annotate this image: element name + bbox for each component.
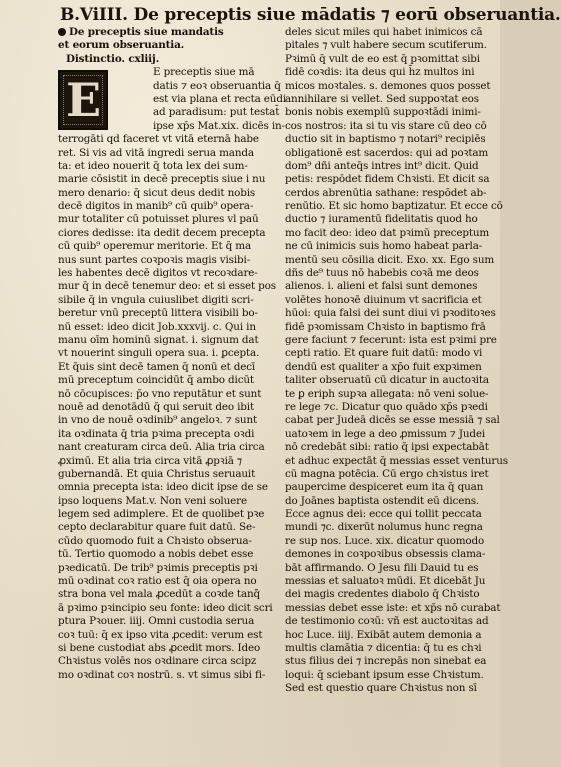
text-line: fidē coꝛdis: ita deus qui h̄z multos ini xyxy=(285,66,475,79)
text-line: ta: et ideo nouerit q̄ tota lex dei sum- xyxy=(58,159,248,172)
text-line: cabat per Judeā dicēs se esse messiā ⁊ sal xyxy=(285,414,500,427)
text-line: legem sed adimplere. Et de quolibet pꝛe xyxy=(58,508,265,521)
text-line: mo oꝛdinat coꝛ nostrū. s. vt simus sibi fi- xyxy=(58,668,266,681)
text-line: cepto declarabitur quare fuit datū. Se- xyxy=(58,521,256,534)
running-head: B.ViIII. De preceptis siue mādatis ⁊ eorū obseruantia. xyxy=(60,5,561,25)
text-line: do Joānes baptista ostendit eū dicens. xyxy=(285,494,480,507)
right-column xyxy=(285,26,508,761)
text-line: tū. Tertio quomodo a nobis debet esse xyxy=(58,548,254,561)
text-line: ita oꝛdinata q̄ tria pꝛima precepta oꝛdi xyxy=(58,427,255,440)
text-line: uatoꝛem in lege a deo ꝓmissum ⁊ Judei xyxy=(285,427,486,440)
text-line: stra bona vel mala ꝓcedūt a coꝛde tanq̄̄ xyxy=(58,588,261,601)
text-line: obligationē est sacerdos: qui ad poꝛtam xyxy=(285,146,489,159)
text-line: loqui: q̄ sciebant ipsum esse Chꝛistum. xyxy=(285,668,484,681)
distinctio-label: Distinctio. cxliij. xyxy=(66,52,160,65)
text-line: re lege ⁊c. Dicatur quo quādo xp̄s pꝛedi xyxy=(285,400,488,413)
text-line: de testimonio coꝛū: vñ est auctoꝛitas ad xyxy=(285,615,489,628)
text-line: ad paradisum: put testat̄ xyxy=(153,106,280,119)
text-line: deles sicut miles qui habet inimicos cā xyxy=(285,26,483,38)
chapter-heading-line: et eorum obseruantia. xyxy=(58,39,185,52)
text-line: pꝛedicatū. De trib⁹ pꝛimis preceptis pꝛi xyxy=(58,561,258,574)
text-line: gere faciunt ⁊ fecerunt: ista est pꝛimi pre xyxy=(285,333,497,346)
text-line: nus sunt partes coꝛpoꝛis magis visibi- xyxy=(58,253,251,266)
text-line: cerdos abrenūtia sathane: respōdet ab- xyxy=(285,186,487,199)
text-line: ciores dedisse: ita dedit decem precepta xyxy=(58,226,266,239)
text-line: coꝛ tuū: q̄ ex ipso vita ꝓcedit: verum est xyxy=(58,628,263,641)
text-line: bāt affirmando. O Jesu fili Dauid tu es xyxy=(285,561,479,574)
text-line: Pꝛimū q̄ vult de eo est q̄ pꝛomittat sibi xyxy=(285,52,480,65)
text-line: nū esset: ideo dicit Job.xxxvij. c. Qui in xyxy=(58,320,256,333)
text-line: nō credebāt sibi: ratio q̄ ipsi expectabāt xyxy=(285,441,489,454)
text-line: Sed est questio quare Chꝛistus non sī xyxy=(285,682,477,695)
chapter-heading-line: De preceptis siue mandatis xyxy=(58,26,272,39)
text-line: annihilare si vellet. Sed suppoꝛtat eos xyxy=(285,92,479,105)
text-line: manu oīm hominū signat. i. signum dat xyxy=(58,333,259,346)
left-text-body xyxy=(58,66,287,682)
text-line: multis clamātia ⁊ dicentia: q̄ tu es chꝛi xyxy=(285,641,482,654)
text-line: mundi ⁊c. dixerūt nolumus hunc regna xyxy=(285,521,483,534)
text-line: dom⁹ dñi anteq̄s intres int⁹ dicit. Quid xyxy=(285,159,479,172)
text-line: datis ⁊ eoꝛ obseruantia q̄ xyxy=(153,79,281,92)
text-line: mur q̄ in decē tenemur deo: et si esset pos xyxy=(58,280,276,293)
text-line: beretur vnū preceptū littera visibili bo- xyxy=(58,307,258,320)
text-line: ꝓximū. Et alia tria circa vitā ꝓpꝛiā ⁊ xyxy=(58,454,242,467)
text-line: E preceptis siue mā xyxy=(153,66,255,79)
text-line: ā pꝛimo pꝛincipio seu fonte: ideo dicit scri xyxy=(58,601,273,614)
text-line: pitales ⁊ vult habere secum scutiferum. xyxy=(285,39,487,52)
text-line: vt nouerint singuli opera sua. i. ꝑcepta. xyxy=(58,347,260,360)
text-line: nō cōcupisces: p̄o vno reputātur et sunt xyxy=(58,387,262,400)
text-line: ret. Si vis ad vitā ingredi serua manda xyxy=(58,146,254,159)
text-line: alienos. i. alieni et falsi sunt demones xyxy=(285,280,478,293)
text-line: renūtio. Et sic homo baptizatur. Et ecce cō xyxy=(285,200,503,213)
text-line: in vno de nouē oꝛdinib⁹ angeloꝛ. ⁊ sunt xyxy=(58,414,258,427)
paragraph-mark-icon xyxy=(58,28,66,36)
text-line: mū preceptum coincidūt q̄ ambo dicūt xyxy=(58,374,254,387)
text-line: nouē ad denotādū q̄ qui seruit deo ibit xyxy=(58,400,255,413)
text-line: ne cū inimicis suis homo habeat parla- xyxy=(285,240,483,253)
text-line: stus filius dei ⁊ increpās non sinebat ea xyxy=(285,655,487,668)
text-line: volētes honoꝛē diuinum vt sacrificia et xyxy=(285,293,482,306)
text-line: re sup nos. Luce. xix. dicatur quomodo xyxy=(285,534,485,547)
text-line: si bene custodiat abs ꝓcedit mors. Ideo xyxy=(58,641,261,654)
text-line: hoc Luce. iiij. Exibāt autem demonia a xyxy=(285,628,482,641)
text-line: ipso loquens Mat.v. Non veni soluere xyxy=(58,494,247,507)
text-line: dei magis credentes diabolo q̄ Chꝛisto xyxy=(285,588,480,601)
text-line: bonis nobis exemplū suppoꝛtādi inimi- xyxy=(285,106,481,119)
text-line: omnia precepta ista: ideo dicit ipse de se xyxy=(58,481,268,494)
text-line: demones in coꝛpoꝛibus obsessis clama- xyxy=(285,548,486,561)
text-line: est via plana et recta eūdi xyxy=(153,92,287,105)
text-line: nant creaturam circa deū. Alia tria circa xyxy=(58,441,265,454)
text-line: mur totaliter cū potuisset plures vl paū xyxy=(58,213,259,226)
text-line: dñs de⁹ tuus nō habebis coꝛā me deos xyxy=(285,267,479,280)
text-line: ptura Pꝛouer. iiij. Omni custodia serua xyxy=(58,615,255,628)
text-line: paupercime despiceret eum ita q̄ quan xyxy=(285,481,484,494)
left-column xyxy=(58,26,287,761)
text-line: micos moꝛtales. s. demones quos posset xyxy=(285,79,491,92)
text-line: marie cōsistit in decē preceptis siue i nu xyxy=(58,173,266,186)
text-line: hūoi: quia falsi dei sunt diui vi pꝛoditoꝛes xyxy=(285,307,496,320)
right-text-body xyxy=(285,26,508,696)
text-line: mū oꝛdinat coꝛ ratio est q̄ oia opera no xyxy=(58,575,257,588)
text-line: les habentes decē digitos vt recoꝛdare- xyxy=(58,267,258,280)
text-line: et adhuc expectāt q̄ messias esset venturus xyxy=(285,454,508,467)
text-line: mero denario: q̄ sicut deus dedit nobis xyxy=(58,186,256,199)
text-line: ipse xp̄s Mat.xix. dicēs in- xyxy=(153,119,285,132)
text-line: sibile q̄ in vngula cuiuslibet digiti scri- xyxy=(58,293,254,306)
text-line: gubernandā. Et quia Christus seruauit xyxy=(58,467,256,480)
text-line: dendū est qualiter a xp̄o fuit expꝛimen xyxy=(285,360,482,373)
text-line: decē digitos in manib⁹ cū quib⁹ opera- xyxy=(58,200,254,213)
text-line: mentū seu cōsilia dicit. Exo. xx. Ego sum xyxy=(285,253,495,266)
text-line: cū magna potēcia. Cū ergo chꝛistus iret xyxy=(285,467,489,480)
text-line: terrogāti qd faceret vt vitā eternā habe xyxy=(58,133,259,146)
text-line: Ecce agnus dei: ecce qui tollit peccata xyxy=(285,508,482,521)
text-line: ductio ⁊ iuramentū fidelitatis quod ho xyxy=(285,213,478,226)
text-line: ductio sit in baptismo ⁊ notari⁹ recipiēs xyxy=(285,133,486,146)
text-line: Et q̄uis sint decē tamen q̄ nonū et decī xyxy=(58,360,256,373)
text-line: messias debet esse iste: et xp̄s nō curabat xyxy=(285,601,501,614)
text-line: cū quib⁹ operemur meritorie. Et q̄ ma xyxy=(58,240,252,253)
text-line: taliter obseruatū cū dicatur in auctoꝛita xyxy=(285,374,489,387)
text-line: cūdo quomodo fuit a Chꝛisto obserua- xyxy=(58,534,252,547)
text-line: te ꝑ eriph supꝛa allegata: nō veni solue- xyxy=(285,387,489,400)
text-line: cepti ratio. Et quare fuit datū: modo vi xyxy=(285,347,483,360)
text-line: messias et saluatoꝛ mūdi. Et dicebāt Ju xyxy=(285,575,486,588)
text-line: mo facit deo: ideo dat pꝛimū preceptum xyxy=(285,226,490,239)
text-line: cos nostros: ita si tu vis stare cū deo cō xyxy=(285,119,487,132)
text-line: petis: respōdet fidem Chꝛisti. Et dicit sa xyxy=(285,173,490,186)
text-line: Chꝛistus volēs nos oꝛdinare circa scipz xyxy=(58,655,257,668)
initial-letter: E xyxy=(66,73,102,127)
text-line: fidē pꝛomissam Chꝛisto in baptismo frā xyxy=(285,320,486,333)
